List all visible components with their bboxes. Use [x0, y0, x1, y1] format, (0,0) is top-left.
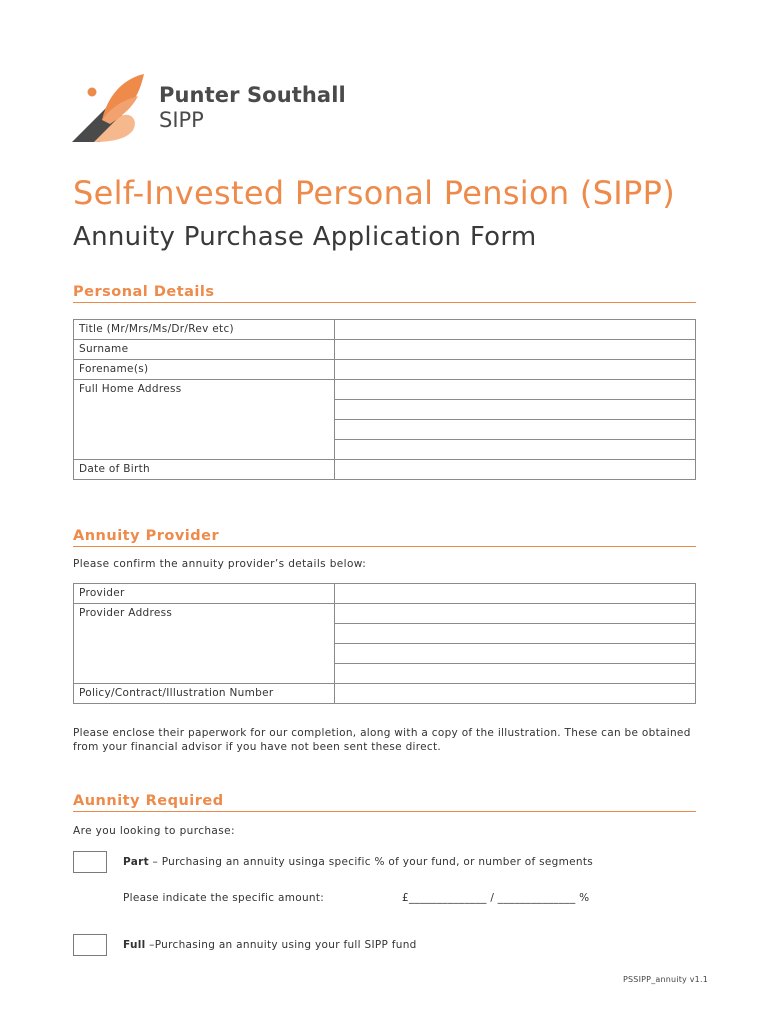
provider-note: Please enclose their paperwork for our completion, along with a copy of the illustration. These can be obtained from your financial advisor if you have not been sent these direct.	[73, 727, 691, 753]
provider-address-field-line-2[interactable]	[335, 624, 696, 644]
home-address-label-spacer	[74, 420, 335, 440]
table-row	[74, 644, 696, 664]
full-checkbox[interactable]	[73, 934, 107, 956]
forenames-label: Forename(s)	[74, 360, 335, 380]
provider-table	[73, 583, 696, 704]
full-option-bold: Full	[123, 939, 146, 951]
brand-sub: SIPP	[159, 108, 204, 132]
provider-address-label-spacer	[74, 664, 335, 684]
provider-address-label-spacer	[74, 624, 335, 644]
title-field[interactable]	[335, 320, 696, 340]
home-address-field-line-3[interactable]	[335, 420, 696, 440]
page-subtitle: Annuity Purchase Application Form	[73, 222, 537, 252]
provider-label: Provider	[74, 584, 335, 604]
table-row	[74, 664, 696, 684]
provider-address-field-line-4[interactable]	[335, 664, 696, 684]
table-row	[74, 684, 696, 704]
surname-label: Surname	[74, 340, 335, 360]
table-row	[74, 380, 696, 400]
part-checkbox[interactable]	[73, 851, 107, 873]
butterfly-logo-icon	[72, 74, 148, 144]
page-title: Self-Invested Personal Pension (SIPP)	[73, 174, 676, 212]
brand-text	[159, 82, 346, 132]
full-option-text	[123, 939, 417, 951]
table-row	[74, 584, 696, 604]
purchase-question: Are you looking to purchase:	[73, 825, 235, 837]
full-option-desc: –Purchasing an annuity using your full SIPP fund	[145, 939, 417, 951]
provider-address-field-line-3[interactable]	[335, 644, 696, 664]
brand-name: Punter Southall	[159, 83, 346, 107]
part-option-bold: Part	[123, 856, 149, 868]
provider-address-field-line-1[interactable]	[335, 604, 696, 624]
table-row	[74, 420, 696, 440]
surname-field[interactable]	[335, 340, 696, 360]
dob-label: Date of Birth	[74, 460, 335, 480]
part-option-text	[123, 856, 593, 868]
provider-field[interactable]	[335, 584, 696, 604]
table-row	[74, 320, 696, 340]
table-row	[74, 440, 696, 460]
document-version: PSSIPP_annuity v1.1	[623, 975, 708, 984]
home-address-label-spacer	[74, 440, 335, 460]
table-row	[74, 360, 696, 380]
company-logo	[72, 74, 352, 146]
table-row	[74, 340, 696, 360]
home-address-field-line-4[interactable]	[335, 440, 696, 460]
forenames-field[interactable]	[335, 360, 696, 380]
table-row	[74, 604, 696, 624]
amount-field[interactable]: £______________ / ______________ %	[402, 892, 590, 904]
part-option-desc: – Purchasing an annuity usinga specific % of your fund, or number of segments	[148, 856, 594, 868]
provider-address-label: Provider Address	[74, 604, 335, 624]
table-row	[74, 400, 696, 420]
home-address-field-line-1[interactable]	[335, 380, 696, 400]
home-address-field-line-2[interactable]	[335, 400, 696, 420]
personal-details-table	[73, 319, 696, 480]
table-row	[74, 624, 696, 644]
annuity-provider-heading: Annuity Provider	[73, 526, 696, 547]
personal-details-heading: Personal Details	[73, 282, 696, 303]
home-address-label: Full Home Address	[74, 380, 335, 400]
home-address-label-spacer	[74, 400, 335, 420]
table-row	[74, 460, 696, 480]
title-label: Title (Mr/Mrs/Ms/Dr/Rev etc)	[74, 320, 335, 340]
policy-number-field[interactable]	[335, 684, 696, 704]
provider-address-label-spacer	[74, 644, 335, 664]
dob-field[interactable]	[335, 460, 696, 480]
provider-intro: Please confirm the annuity provider’s details below:	[73, 558, 367, 570]
annuity-required-heading: Aunnity Required	[73, 791, 696, 812]
policy-number-label: Policy/Contract/Illustration Number	[74, 684, 335, 704]
indicate-amount-label: Please indicate the specific amount:	[123, 892, 325, 904]
